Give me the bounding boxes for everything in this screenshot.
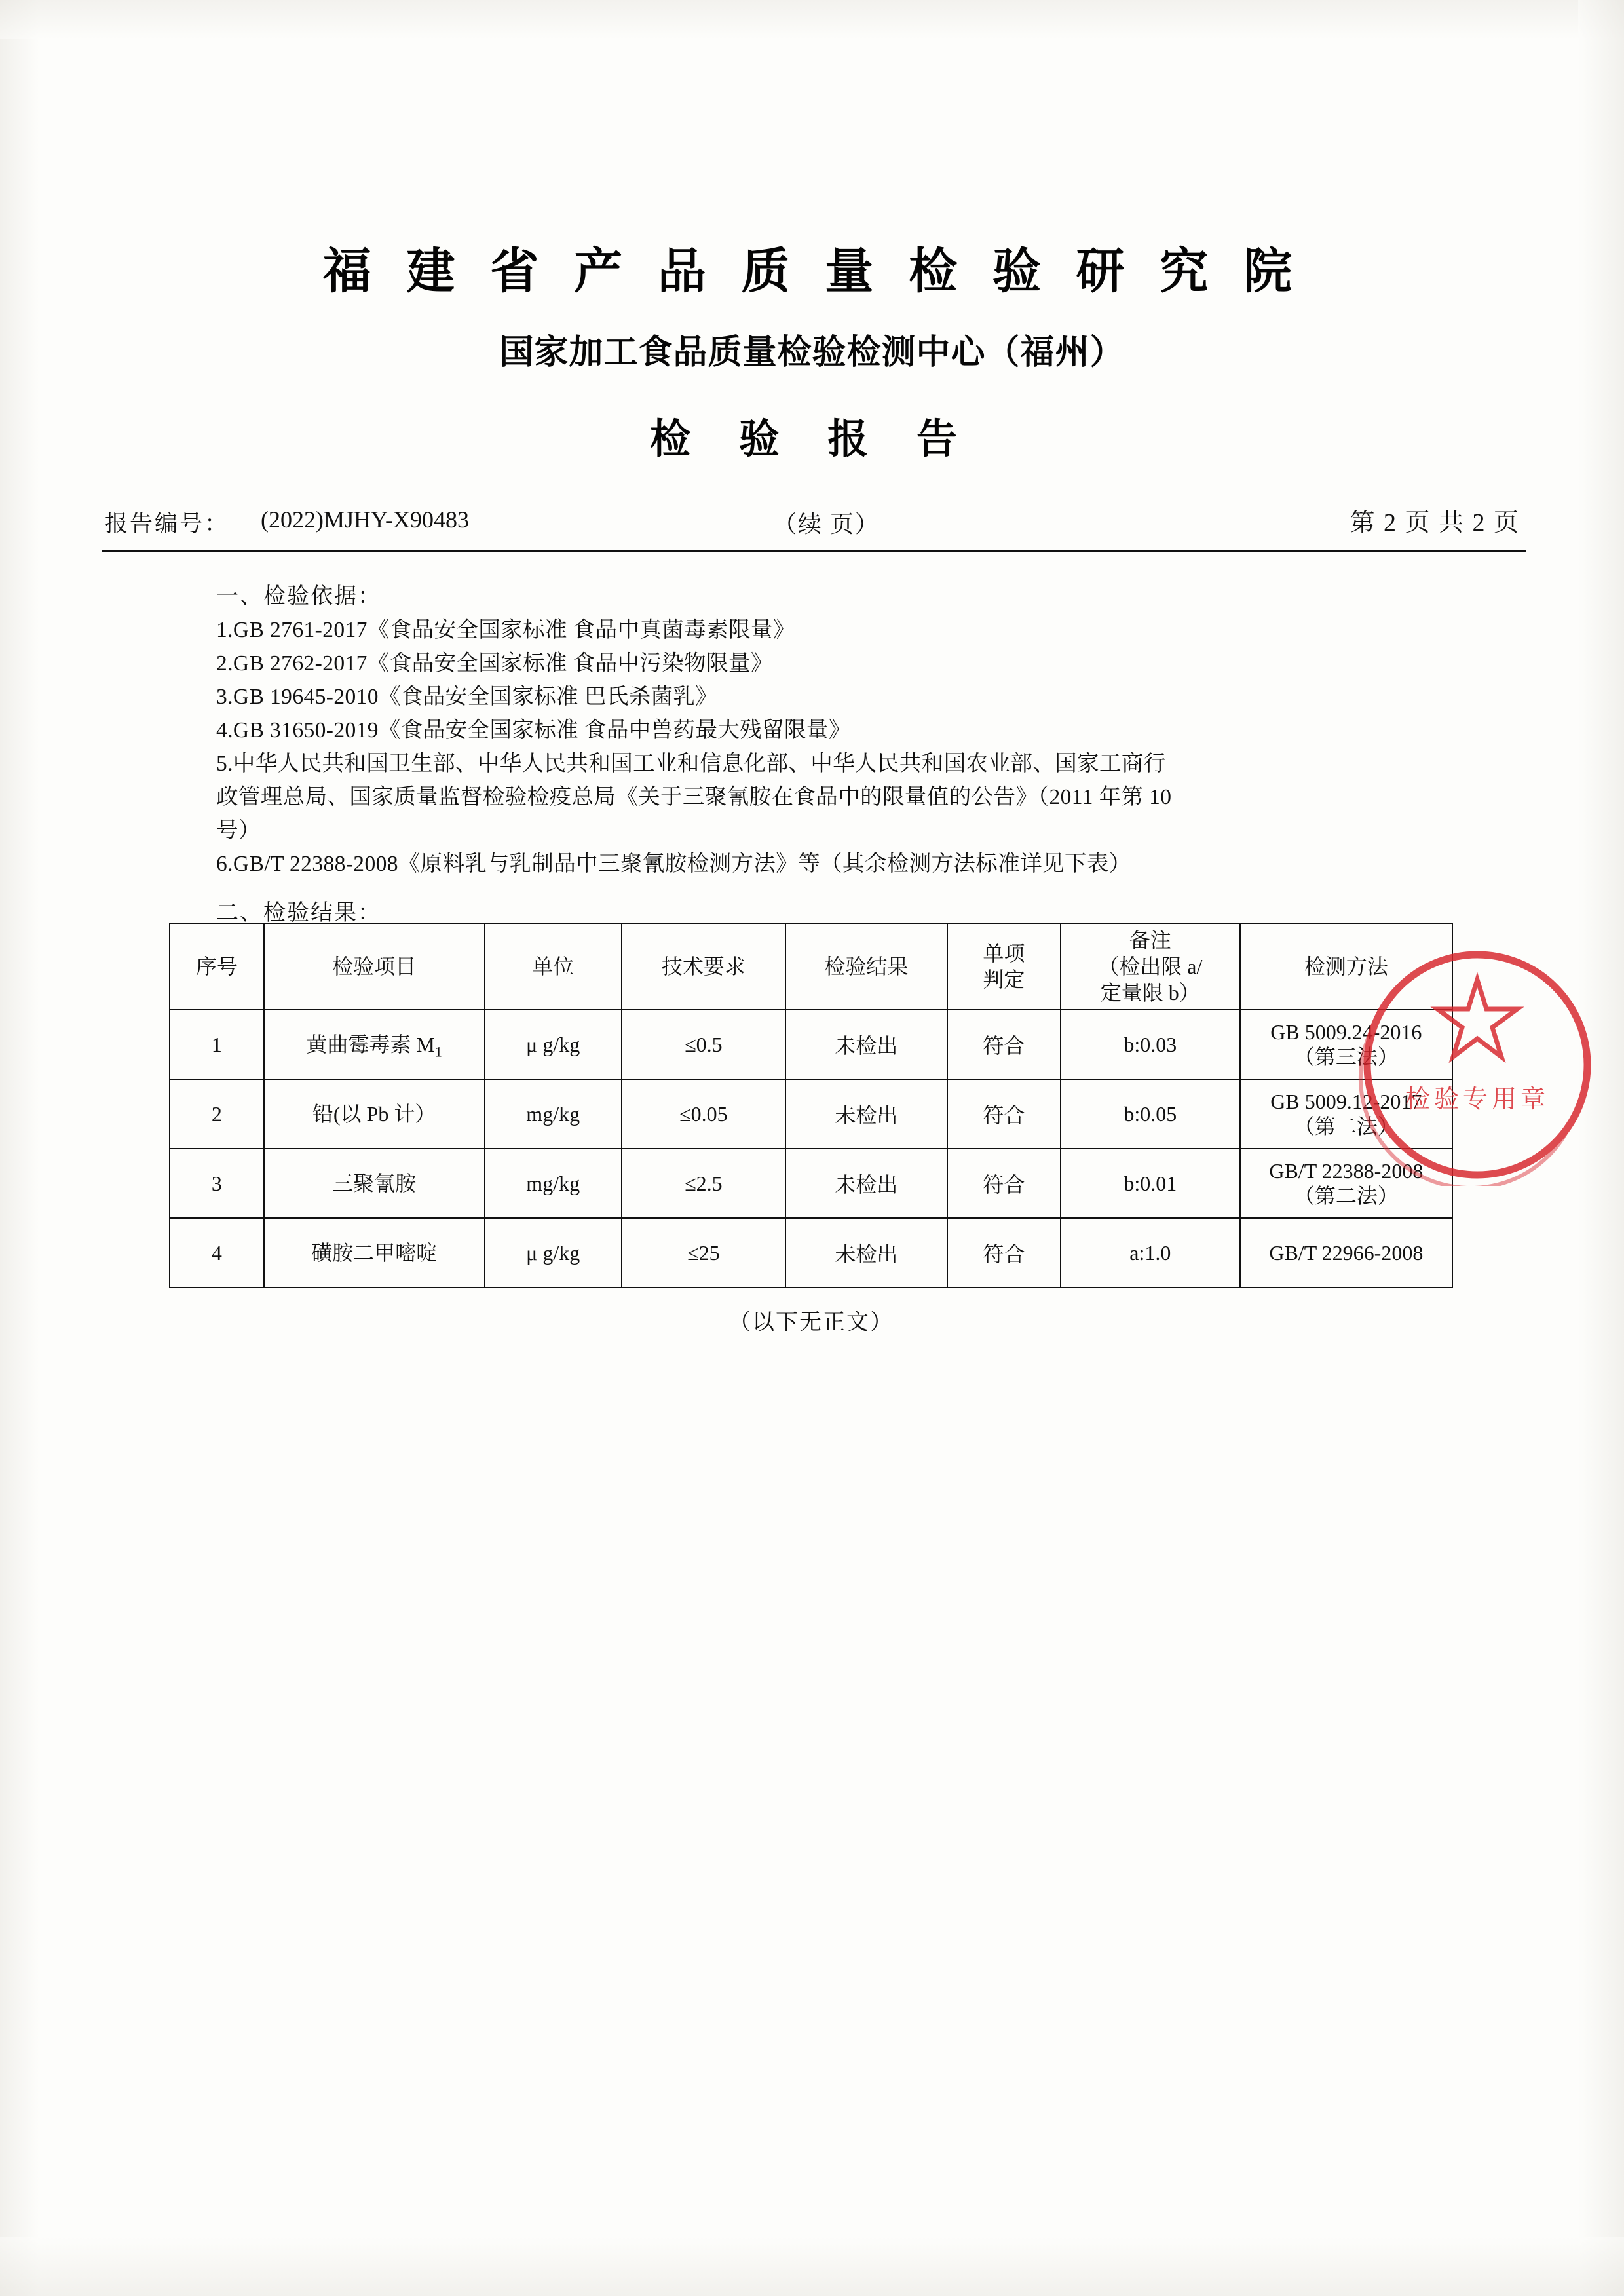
cell-method: GB/T 22966-2008 [1240, 1218, 1452, 1288]
cell-unit: mg/kg [485, 1079, 622, 1149]
results-table-body [170, 1010, 1452, 1288]
cell-unit: μ g/kg [485, 1218, 622, 1288]
table-row [170, 1010, 1452, 1079]
svg-text:检验专用章: 检验专用章 [1405, 1084, 1550, 1113]
institute-title: 福 建 省 产 品 质 量 检 验 研 究 院 [322, 243, 1302, 299]
basis-item-6: 6.GB/T 22388-2008《原料乳与乳制品中三聚氰胺检测方法》等（其余检测方法标准详见下表） [216, 852, 1131, 876]
basis-item-3: 3.GB 19645-2010《食品安全国家标准 巴氏杀菌乳》 [216, 685, 718, 709]
basis-section [216, 580, 1520, 881]
no-text-below-note: （以下无正文） [728, 1311, 894, 1335]
cell-judge: 符合 [947, 1010, 1061, 1079]
cell-method [1240, 1010, 1452, 1079]
header-tech: 技术要求 [622, 923, 785, 1010]
cell-item-sub: 1 [434, 1043, 442, 1060]
cell-method-line1: GB/T 22388-2008 [1269, 1159, 1424, 1183]
cell-no: 4 [170, 1218, 264, 1288]
cell-result: 未检出 [785, 1010, 947, 1079]
cell-item [264, 1218, 485, 1288]
basis-item-1: 1.GB 2761-2017《食品安全国家标准 食品中真菌毒素限量》 [216, 618, 795, 642]
cell-remark: b:0.05 [1061, 1079, 1240, 1149]
cell-remark: b:0.01 [1061, 1149, 1240, 1218]
report-title: 检 验 报 告 [650, 415, 974, 463]
cell-item-main: 铅(以 Pb 计） [312, 1102, 436, 1126]
basis-item-2: 2.GB 2762-2017《食品安全国家标准 食品中污染物限量》 [216, 651, 773, 676]
basis-item-4: 4.GB 31650-2019《食品安全国家标准 食品中兽药最大残留限量》 [216, 718, 851, 742]
cell-method-line1: GB 5009.12-2017 [1270, 1090, 1422, 1113]
cell-item [264, 1149, 485, 1218]
cell-method-line2: （第二法） [1293, 1115, 1399, 1138]
header-judge-line1: 单项 [983, 942, 1025, 965]
header-remark-line1: 备注 [1129, 928, 1171, 952]
results-table-head [170, 923, 1452, 1010]
cell-method-line2: （第三法） [1293, 1045, 1399, 1069]
cell-method [1240, 1149, 1452, 1218]
header-method: 检测方法 [1240, 923, 1452, 1010]
header-result: 检验结果 [785, 923, 947, 1010]
cell-item-main: 三聚氰胺 [332, 1172, 417, 1196]
cell-unit: μ g/kg [485, 1010, 622, 1079]
basis-item-5-line-2: 政管理总局、国家质量监督检验检疫总局《关于三聚氰胺在食品中的限量值的公告》（2011 年第 10 [216, 785, 1172, 809]
header-remark [1061, 923, 1240, 1010]
cell-unit: mg/kg [485, 1149, 622, 1218]
cell-result: 未检出 [785, 1079, 947, 1149]
header-judge-line2: 判定 [983, 968, 1025, 991]
table-header-row [170, 923, 1452, 1010]
continued-label: （续 页） [773, 511, 880, 537]
results-heading: 二、检验结果： [216, 901, 381, 925]
center-title: 国家加工食品质量检验检测中心（福州） [499, 332, 1125, 372]
basis-heading: 一、检验依据： [216, 584, 381, 609]
table-row [170, 1079, 1452, 1149]
cell-item-main: 黄曲霉毒素 M [306, 1033, 435, 1057]
cell-remark: b:0.03 [1061, 1010, 1240, 1079]
results-table [169, 923, 1453, 1288]
report-no-label: 报告编号： [105, 511, 230, 537]
cell-remark: a:1.0 [1061, 1218, 1240, 1288]
header-divider [102, 550, 1526, 552]
page-info: 第 2 页 共 2 页 [1350, 509, 1520, 537]
cell-result: 未检出 [785, 1149, 947, 1218]
header-unit: 单位 [485, 923, 622, 1010]
cell-item-main: 磺胺二甲嘧啶 [311, 1241, 438, 1265]
cell-item [264, 1010, 485, 1079]
cell-item [264, 1079, 485, 1149]
header-remark-line3: 定量限 b） [1100, 981, 1200, 1004]
header-item: 检验项目 [264, 923, 485, 1010]
cell-method [1240, 1079, 1452, 1149]
cell-tech: ≤2.5 [622, 1149, 785, 1218]
basis-item-5-line-3: 号） [216, 818, 261, 843]
cell-tech: ≤0.05 [622, 1079, 785, 1149]
report-no-value: (2022)MJHY-X90483 [261, 507, 469, 533]
cell-tech: ≤0.5 [622, 1010, 785, 1079]
cell-judge: 符合 [947, 1079, 1061, 1149]
header-judge [947, 923, 1061, 1010]
cell-tech: ≤25 [622, 1218, 785, 1288]
basis-item-5-line-1: 5.中华人民共和国卫生部、中华人民共和国工业和信息化部、中华人民共和国农业部、国家工商行 [216, 752, 1166, 776]
cell-no: 3 [170, 1149, 264, 1218]
cell-method-line1: GB 5009.24-2016 [1270, 1020, 1422, 1044]
cell-result: 未检出 [785, 1218, 947, 1288]
cell-no: 1 [170, 1010, 264, 1079]
cell-judge: 符合 [947, 1149, 1061, 1218]
table-row [170, 1218, 1452, 1288]
cell-no: 2 [170, 1079, 264, 1149]
cell-judge: 符合 [947, 1218, 1061, 1288]
table-row [170, 1149, 1452, 1218]
header-remark-line2: （检出限 a/ [1098, 955, 1203, 978]
cell-method-line2: （第二法） [1293, 1184, 1399, 1208]
header-no: 序号 [170, 923, 264, 1010]
report-meta-row [105, 506, 1520, 539]
